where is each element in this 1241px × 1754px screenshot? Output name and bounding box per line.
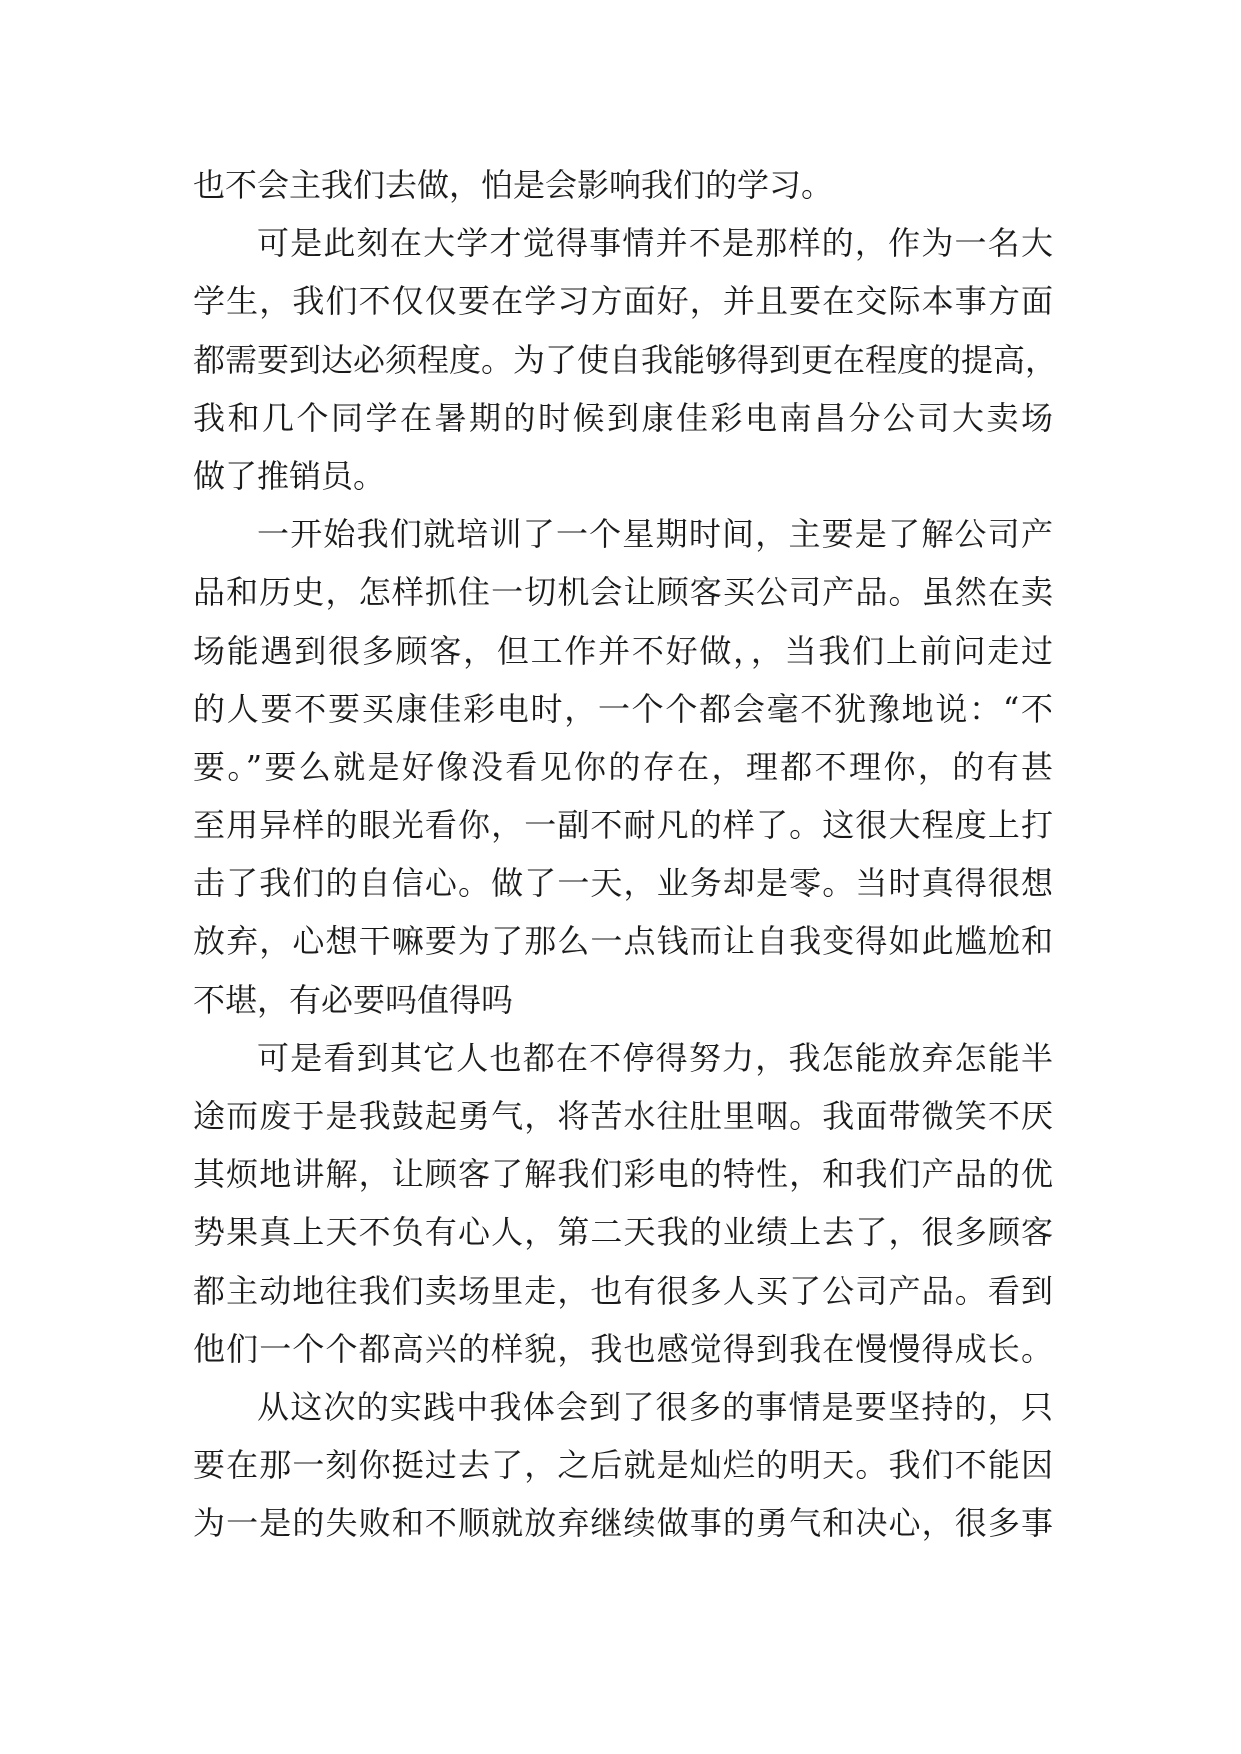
text-line: 势果真上天不负有心人，第二天我的业绩上去了，很多顾客 (193, 1213, 1053, 1252)
text-line: 场能遇到很多顾客，但工作并不好做，，当我们上前问走过 (193, 631, 1053, 670)
text-line: 为一是的失败和不顺就放弃继续做事的勇气和决心，很多事 (193, 1504, 1053, 1543)
text-line: 击了我们的自信心。做了一天，业务却是零。当时真得很想 (193, 864, 1053, 903)
text-line: 品和历史，怎样抓住一切机会让顾客买公司产品。虽然在卖 (193, 573, 1053, 612)
text-line: 也不会主我们去做，怕是会影响我们的学习。 (193, 166, 834, 204)
text-line: 的人要不要买康佳彩电时，一个个都会毫不犹豫地说：“不 (193, 689, 1053, 728)
text-line: 途而废于是我鼓起勇气，将苦水往肚里咽。我面带微笑不厌 (193, 1097, 1053, 1135)
text-line: 至用异样的眼光看你，一副不耐凡的样了。这很大程度上打 (193, 806, 1053, 845)
text-line: 要在那一刻你挺过去了，之后就是灿烂的明天。我们不能因 (193, 1446, 1053, 1485)
text-line: 可是此刻在大学才觉得事情并不是那样的，作为一名大 (257, 224, 1053, 263)
text-line: 从这次的实践中我体会到了很多的事情是要坚持的，只 (257, 1387, 1053, 1426)
text-line: 要。”要么就是好像没看见你的存在，理都不理你，的有甚 (193, 747, 1053, 786)
text-line: 他们一个个都高兴的样貌，我也感觉得到我在慢慢得成长。 (193, 1329, 1053, 1368)
text-line: 其烦地讲解，让顾客了解我们彩电的特性，和我们产品的优 (193, 1155, 1053, 1194)
body-text (193, 156, 1058, 1553)
text-line: 学生，我们不仅仅要在学习方面好，并且要在交际本事方面 (193, 282, 1053, 321)
text-line: 可是看到其它人也都在不停得努力，我怎能放弃怎能半 (257, 1038, 1053, 1077)
text-line: 我和几个同学在暑期的时候到康佳彩电南昌分公司大卖场 (193, 398, 1053, 437)
text-line: 做了推销员。 (193, 456, 386, 495)
text-line: 都主动地往我们卖场里走，也有很多人买了公司产品。看到 (193, 1271, 1053, 1310)
text-line: 一开始我们就培训了一个星期时间，主要是了解公司产 (257, 515, 1053, 554)
text-line: 都需要到达必须程度。为了使自我能够得到更在程度的提高， (193, 340, 1058, 379)
text-line: 不堪，有必要吗值得吗 (193, 980, 514, 1019)
text-line: 放弃，心想干嘛要为了那么一点钱而让自我变得如此尴尬和 (193, 922, 1053, 961)
